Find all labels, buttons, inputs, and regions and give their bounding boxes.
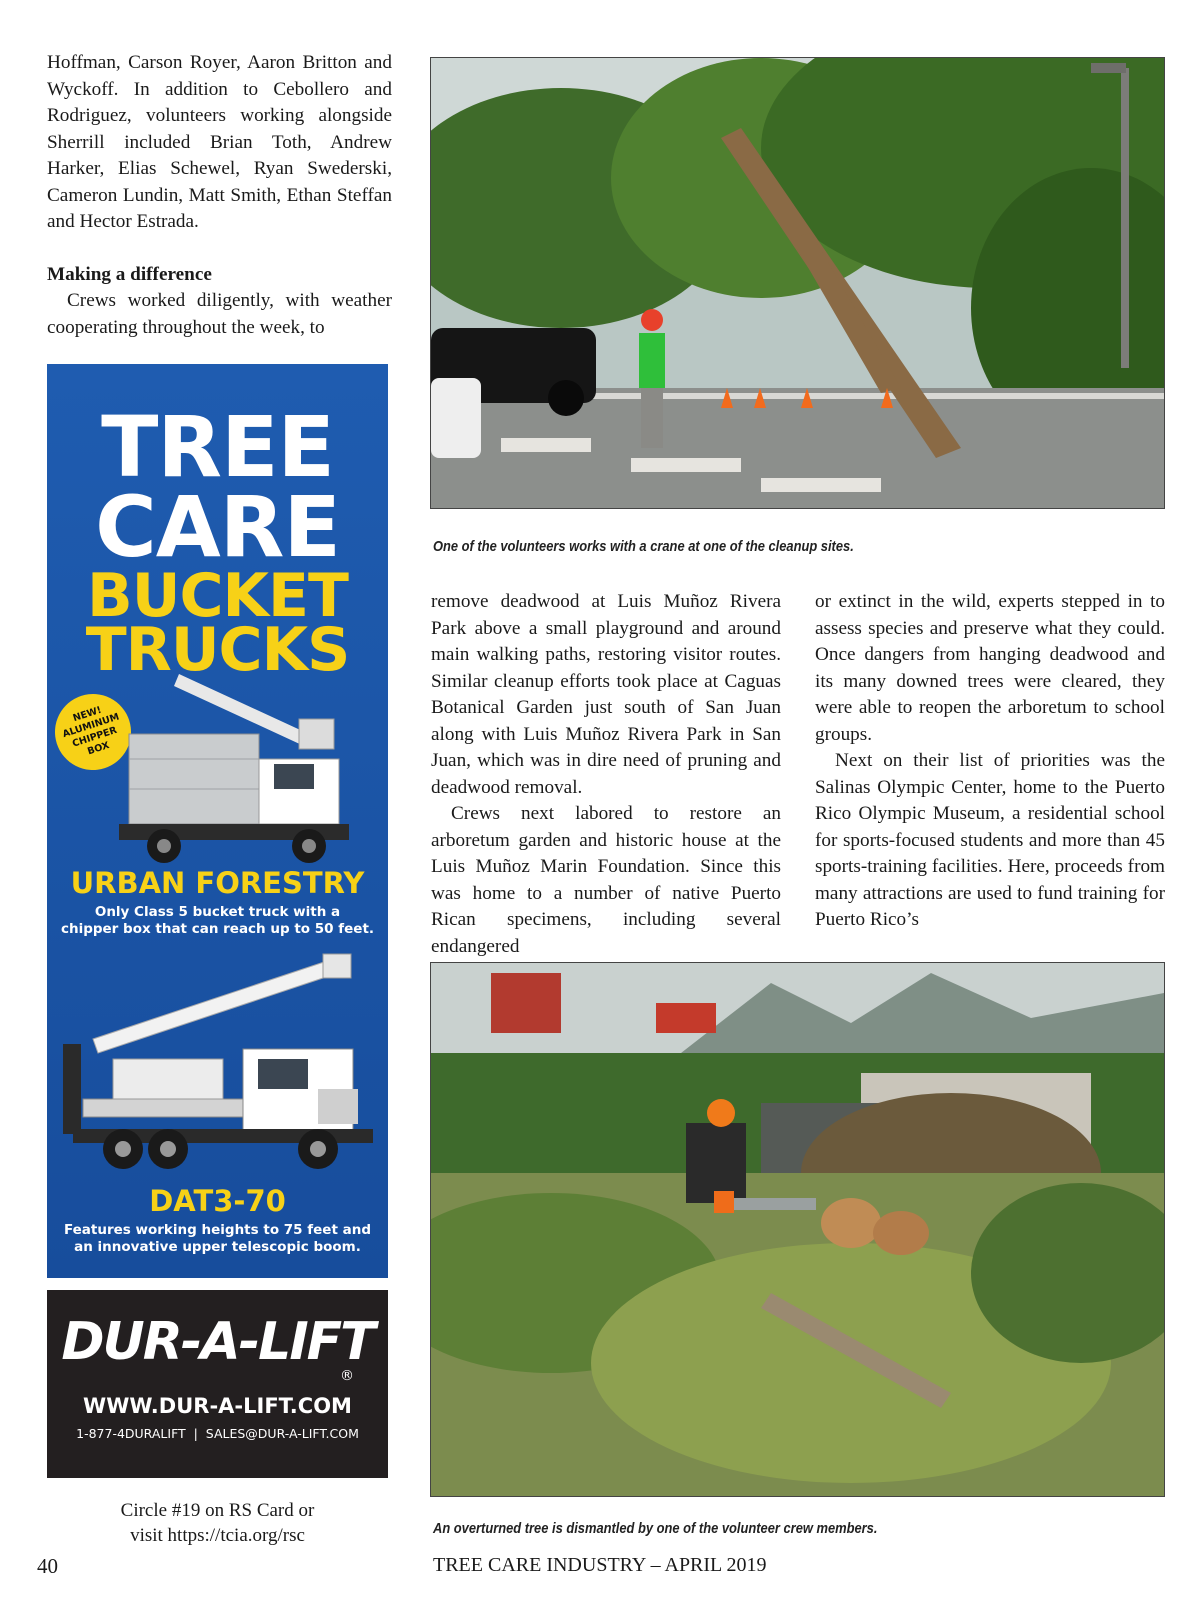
contact-info: 1-877-4DURALIFT | SALES@DUR-A-LIFT.COM <box>76 1426 359 1441</box>
product2-title: DAT3-70 <box>149 1184 286 1218</box>
registered-mark-icon: ® <box>340 1368 354 1384</box>
badge-text: NEW! ALUMINUM CHIPPER BOX <box>61 704 121 758</box>
rs-card-line1: Circle #19 on RS Card or <box>120 1500 315 1521</box>
product1-title: URBAN FORESTRY <box>70 866 365 900</box>
section-subhead: Making a difference <box>47 263 212 285</box>
right-column <box>815 589 1165 934</box>
article-paragraph: Hoffman, Carson Royer, Aaron Britton and Wyckoff. In addition to Cebollero and Rodriguez, volunteers working alongside Sherrill included Brian Toth, Andrew Harker, Elias Schewel, Ryan Swederski, Cameron Lundin, Matt Smith, Ethan Steffan and Hector Estrada. <box>47 52 392 232</box>
article-paragraph: or extinct in the wild, experts stepped in to assess species and preserve what they could. Once dangers from hanging deadwood and its many downed trees were cleared, they were able to reopen the arboretum to school groups. <box>815 591 1165 745</box>
publication-footer: TREE CARE INDUSTRY – APRIL 2019 <box>433 1554 767 1576</box>
bucket-truck-icon <box>109 664 369 874</box>
dur-a-lift-logo: DUR-A-LIFT <box>61 1312 374 1372</box>
ad-headline-tree: TREE <box>101 398 334 496</box>
ad-headline-bucket: BUCKET <box>87 561 348 631</box>
rs-card-line2[interactable]: visit https://tcia.org/rsc <box>130 1525 305 1546</box>
ad-headline-trucks: TRUCKS <box>85 615 350 685</box>
top-photo-caption: One of the volunteers works with a crane at one of the cleanup sites. <box>433 538 854 555</box>
article-paragraph: remove deadwood at Luis Muñoz Rivera Park above a small playground and around main walking paths, restoring visitor routes. Similar cleanup efforts took place at Caguas Botanical Garden just south of San Juan along with Luis Muñoz Rivera Park in San Juan, which was in dire need of pruning and deadwood removal. <box>431 591 781 798</box>
overturned-tree-image <box>431 963 1164 1496</box>
article-paragraph: Crews worked diligently, with weather cooperating throughout the week, to <box>47 290 392 338</box>
page-number: 40 <box>37 1554 58 1578</box>
left-column <box>47 50 392 341</box>
crane-cleanup-image <box>431 58 1164 508</box>
product2-desc-line2: an innovative upper telescopic boom. <box>74 1239 361 1255</box>
rs-card-note <box>47 1498 388 1548</box>
bottom-photo-caption: An overturned tree is dismantled by one of the volunteer crew members. <box>433 1520 878 1537</box>
product1-desc-line2: chipper box that can reach up to 50 feet. <box>60 921 375 937</box>
ad-headline-care: CARE <box>95 478 340 576</box>
overturned-tree-photo <box>430 962 1165 1497</box>
middle-column <box>431 589 781 960</box>
website-link[interactable]: WWW.DUR-A-LIFT.COM <box>83 1394 352 1418</box>
crane-cleanup-photo <box>430 57 1165 509</box>
product2-desc-line1: Features working heights to 75 feet and <box>63 1222 372 1238</box>
article-paragraph: Crews next labored to restore an arboretum garden and historic house at the Luis Muñoz Marin Foundation. Since this was home to a number of native Puerto Rican specimens, including several endangered <box>431 803 781 957</box>
dur-a-lift-contact-panel[interactable] <box>47 1290 388 1478</box>
telescopic-truck-icon <box>53 949 383 1189</box>
article-paragraph: Next on their list of priorities was the Salinas Olympic Center, home to the Puerto Rico Olympic Museum, a residential school for sports-focused students and more than 45 sports-training facilities. Here, proceeds from many attractions are used to fund training for Puerto Rico’s <box>815 750 1165 930</box>
dur-a-lift-advertisement[interactable] <box>47 364 388 1278</box>
product1-desc-line1: Only Class 5 bucket truck with a <box>94 904 341 920</box>
